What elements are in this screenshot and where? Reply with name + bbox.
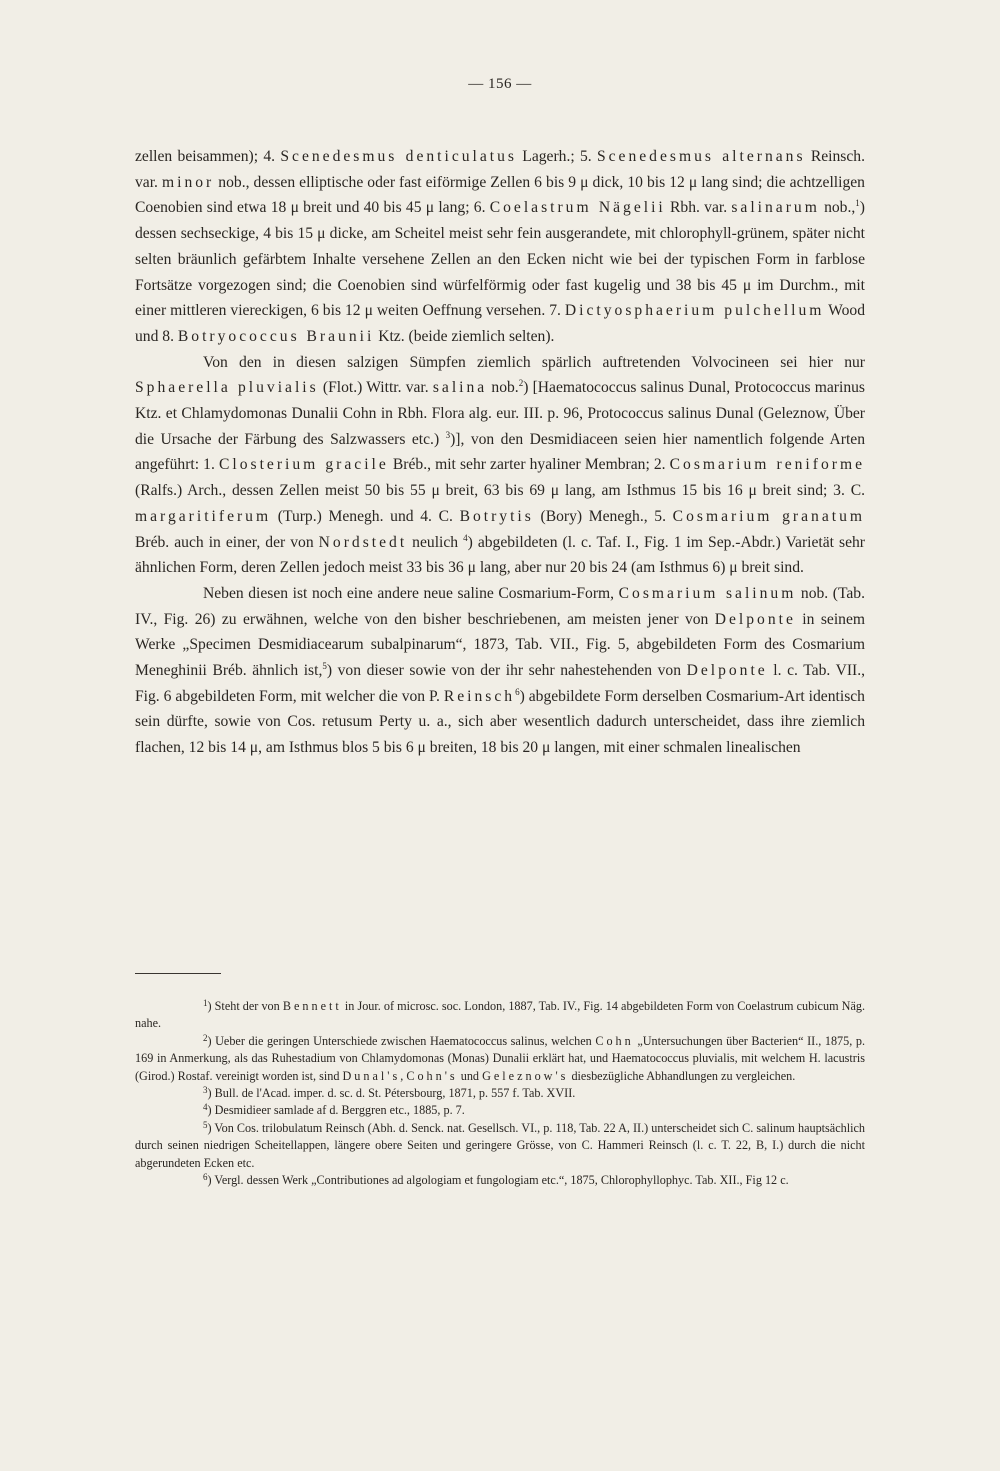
text-run: ) [Haematococcus salinus Dunal, Protococcus marinus Ktz. et Chlamydomonas Dunalii Cohn in Rbh. Flora alg. eur. III. p. 96, Protococcus salinus Dunal (Geleznow, Über die Ursache der Färbung des Salzwassers etc.) [135, 379, 865, 448]
spaced-name: Reinsch [443, 687, 516, 705]
text-run: ) Von Cos. trilobulatum Reinsch (Abh. d. Senck. nat. Gesellsch. VI., p. 118, Tab. 22 A, II.) unterscheidet sich C. salinum hauptsächlich durch seinen niedrigen Scheitellappen, längere obere Seiten und geringere Grösse, von C. Hammeri Reinsch (l. c. T. 22, B, I.) durch die nicht abgerundeten Ecken etc. [135, 1120, 865, 1170]
text-run: ) Desmidieer samlade af d. Berggren etc., 1885, p. 7. [207, 1103, 465, 1118]
text-run: und [457, 1068, 483, 1083]
footnote-ref: 4 [463, 532, 468, 543]
text-run: „Untersuchungen über Bacterien“ II., 1875, p. 169 in Anmerkung, als das Ruhestadium von Chlamydomonas (Monas) Dunalii erklärt hat, und Haematococcus pluvialis, mit welchem H. lacustris (Girod.) Rostaf. vereinigt worden ist, sind [135, 1033, 866, 1083]
spaced-name: Geleznow's [482, 1068, 569, 1083]
footnote-1 [135, 998, 865, 1033]
text-run: (Turp.) Menegh. und 4. C. [271, 507, 460, 525]
text-run: in Jour. of microsc. soc. London, 1887, Tab. IV., Fig. 14 abgebildeten Form von Coelastrum cubicum Näg. nahe. [135, 999, 865, 1031]
text-run: (Ralfs.) Arch., dessen Zellen meist 50 bis 55 μ breit, 63 bis 69 μ lang, am Isthmus 15 bis 16 μ breit sind; 3. C. [135, 482, 865, 500]
text-run: ) Bull. de l'Acad. imper. d. sc. d. St. Pétersbourg, 1871, p. 557 f. Tab. XVII. [207, 1086, 576, 1101]
text-run: l. c. Tab. VII., Fig. 6 abgebildeten Form, mit welcher die von P. [135, 662, 866, 705]
text-run: Lagerh.; 5. [517, 148, 597, 165]
body-text [135, 144, 865, 761]
footnote-6 [135, 1172, 865, 1189]
spaced-name: Dunal's [342, 1068, 401, 1083]
text-run: zellen beisammen); 4. [135, 148, 281, 165]
footnote-separator [135, 973, 221, 974]
text-run: ) Ueber die geringen Unterschiede zwischen Haematococcus salinus, welchen [207, 1033, 596, 1048]
footnote-ref: 1 [855, 198, 860, 209]
footnote-2 [135, 1033, 865, 1085]
text-run: )], von den Desmidiaceen seien hier namentlich folgende Arten angeführt: 1. [135, 430, 865, 474]
spaced-name: Delponte [714, 610, 796, 628]
spaced-name: Scenedesmus denticulatus [280, 148, 517, 165]
footnote-number: 2 [203, 1032, 208, 1043]
text-run: nob., dessen elliptische oder fast eiförmige Zellen 6 bis 9 μ dick, 10 bis 12 μ lang sind; die achtzelligen Coenobien sind etwa 18 μ breit und 40 bis 45 μ lang; 6. [135, 173, 865, 217]
footnote-number: 6 [203, 1172, 208, 1183]
footnote-number: 4 [203, 1102, 208, 1113]
text-run: nob. (Tab. IV., Fig. 26) zu erwähnen, welche von den bisher beschriebenen, am meisten jener von [135, 584, 866, 628]
spaced-name: Dictyosphaerium pulchellum [564, 302, 825, 320]
text-run: Reinsch. var. [135, 148, 865, 191]
text-run: in seinem Werke „Specimen Desmidiacearum subalpinarum“, 1873, Tab. VII., Fig. 5, abgebildeten Form des Cosmarium Meneghinii Bréb. ähnlich ist, [135, 610, 865, 680]
footnote-ref: 3 [445, 429, 451, 440]
text-run: Neben diesen ist noch eine andere neue saline Cosmarium-Form, [203, 584, 619, 602]
footnote-ref: 2 [518, 378, 524, 389]
text-run: ) abgebildeten (l. c. Taf. I., Fig. 1 im Sep.-Abdr.) Varietät sehr ähnlichen Form, deren Zellen jedoch meist 33 bis 36 μ lang, aber nur 20 bis 24 (am Isthmus 6) μ breit sind. [135, 533, 866, 577]
spaced-name: Botryococcus Braunii [177, 327, 375, 345]
text-run: ) dessen sechseckige, 4 bis 15 μ dicke, am Scheitel meist sehr fein ausgerandete, mit chlorophyll-grünem, später nicht selten bräunlich gefärbtem Inhalte versehene Zellen an den Ecken nicht wie bei der typischen Form in farblose Fortsätze vorgezogen sind; die Coenobien sind würfelförmig oder fast kugelig und 38 bis 45 μ im Durchm., mit einer mittleren viereckigen, 6 bis 12 μ weiten Oeffnung versehen. 7. [135, 199, 865, 320]
spaced-name: minor [162, 173, 215, 191]
spaced-name: Bennett [282, 999, 342, 1013]
paragraph-3 [135, 581, 865, 761]
spaced-name: Cohn's [406, 1068, 458, 1083]
spaced-name: Nordstedt [318, 533, 408, 551]
text-run: diesbezügliche Abhandlungen zu vergleichen. [568, 1068, 796, 1083]
text-run: , [400, 1068, 407, 1083]
text-run: Bréb. auch in einer, der von [135, 533, 319, 551]
footnote-number: 1 [203, 998, 208, 1008]
text-run: neulich [407, 533, 464, 551]
spaced-name: Delponte [686, 662, 768, 680]
spaced-name: salinarum [731, 199, 820, 217]
spaced-name: Scenedesmus alternans [596, 148, 806, 165]
text-run: ) von dieser sowie von der ihr sehr nahestehenden von [326, 662, 687, 680]
footnotes [135, 998, 865, 1189]
spaced-name: Sphaerella pluvialis [135, 379, 319, 397]
footnote-ref: 6 [515, 686, 520, 697]
footnote-3 [135, 1085, 865, 1102]
footnote-4 [135, 1102, 865, 1119]
text-run: Ktz. (beide ziemlich selten). [374, 327, 555, 345]
spaced-name: Coelastrum Nägelii [489, 199, 666, 217]
text-run: Bréb., mit sehr zarter hyaliner Membran; 2. [388, 456, 670, 474]
text-run: ) Vergl. dessen Werk „Contributiones ad algologiam et fungologiam etc.“, 1875, Chlorophyllophyc. Tab. XII., Fig 12 c. [207, 1173, 789, 1188]
footnote-ref: 5 [322, 661, 327, 672]
text-run: ) abgebildete Form derselben Cosmarium-Art identisch sein dürfte, sowie von Cos. retusum Perty u. a., sich aber wesentlich dadurch unterscheidet, dass ihre ziemlich flachen, 12 bis 14 μ, am Isthmus blos 5 bis 6 μ breiten, 18 bis 20 μ langen, mit einer schmalen linealischen [135, 687, 865, 757]
footnote-5 [135, 1120, 865, 1172]
text-run: Wood und 8. [135, 302, 865, 345]
footnote-number: 5 [203, 1119, 208, 1130]
text-run: nob. [487, 379, 519, 397]
spaced-name: Cosmarium granatum [672, 507, 865, 525]
text-run: (Bory) Menegh., 5. [533, 507, 673, 525]
footnote-number: 3 [203, 1085, 208, 1096]
text-run: (Flot.) Wittr. var. [318, 379, 433, 397]
page-number: — 156 — [468, 76, 532, 92]
text-run: nob., [819, 199, 856, 217]
text-run: ) Steht der von [207, 999, 283, 1013]
spaced-name: Cohn [595, 1033, 634, 1048]
paragraph-2 [135, 350, 865, 581]
spaced-name: salina [432, 379, 488, 397]
paragraph-1 [135, 144, 865, 350]
spaced-name: Cosmarium reniforme [669, 456, 865, 474]
text-run: Rbh. var. [665, 199, 732, 217]
spaced-name: margaritiferum [135, 507, 272, 525]
spaced-name: Botrytis [459, 507, 534, 525]
text-run: Von den in diesen salzigen Sümpfen ziemlich spärlich auftretenden Volvocineen sei hier nur [203, 353, 865, 371]
spaced-name: Closterium gracile [218, 456, 389, 474]
spaced-name: Cosmarium salinum [618, 584, 797, 602]
